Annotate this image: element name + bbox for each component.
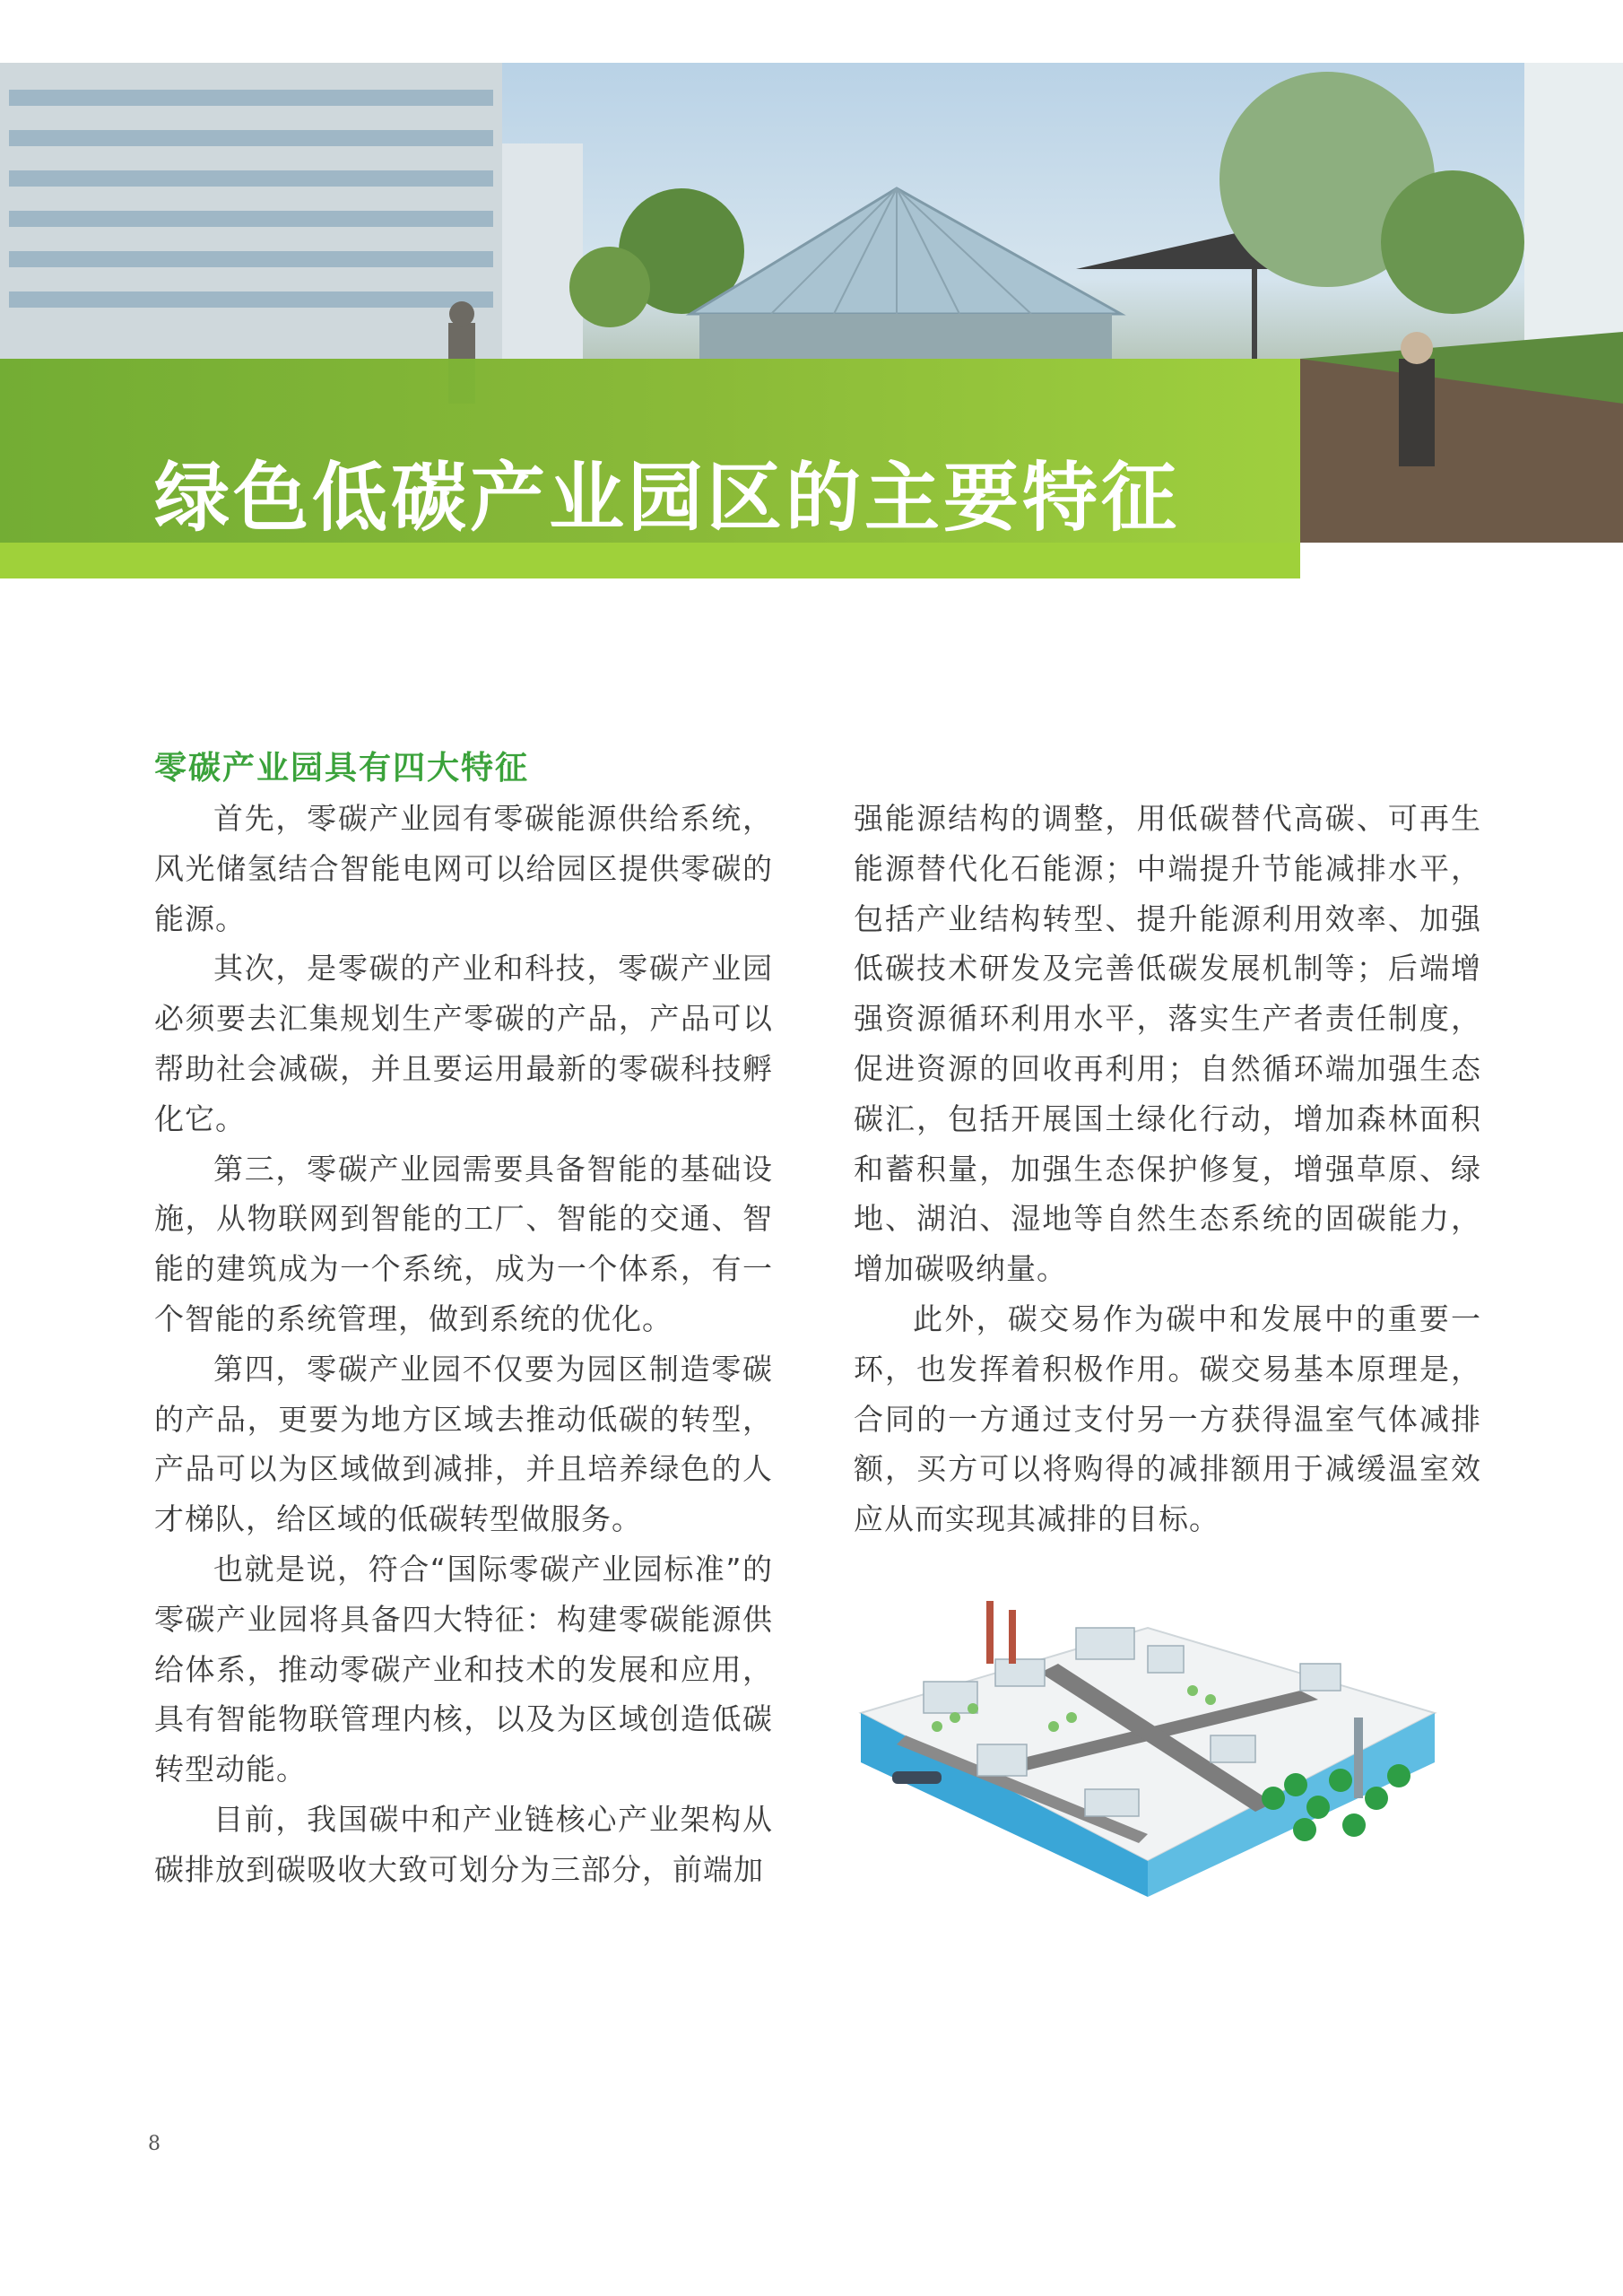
page-number: 8 [148,2133,161,2155]
section-heading: 零碳产业园具有四大特征 [154,750,530,787]
paragraph-3: 第三，零碳产业园需要具备智能的基础设施，从物联网到智能的工厂、智能的交通、智能的建筑成为一个系统，成为一个体系，有一个智能的系统管理，做到系统的优化。 [154,1151,773,1336]
title-band-accent-bar [0,543,1300,578]
paragraph-2: 其次，是零碳的产业和科技，零碳产业园必须要去汇集规划生产零碳的产品，产品可以帮助社会减碳，并且要运用最新的零碳科技孵化它。 [154,951,773,1136]
paragraph-5: 也就是说，符合“国际零碳产业园标准”的零碳产业园将具备四大特征：构建零碳能源供给体系，推动零碳产业和技术的发展和应用，具有智能物联管理内核，以及为区域创造低碳转型动能。 [154,1551,773,1787]
title-band [0,359,1300,578]
right-text-column [854,794,1481,1544]
zero-carbon-park-illustration [852,1592,1444,1915]
left-text-column [154,794,773,1895]
paragraph-4: 第四，零碳产业园不仅要为园区制造零碳的产品，更要为地方区域去推动低碳的转型，产品可以为区域做到减排，并且培养绿色的人才梯队，给区域的低碳转型做服务。 [154,1351,773,1537]
page-title: 绿色低碳产业园区的主要特征 [154,454,1181,542]
paragraph-1: 首先，零碳产业园有零碳能源供给系统，风光储氢结合智能电网可以给园区提供零碳的能源。 [154,801,773,936]
paragraph-7: 强能源结构的调整，用低碳替代高碳、可再生能源替代化石能源；中端提升节能减排水平，包括产业结构转型、提升能源利用效率、加强低碳技术研发及完善低碳发展机制等；后端增强资源循环利用水平，落实生产者责任制度，促进资源的回收再利用；自然循环端加强生态碳汇，包括开展国土绿化行动，增加森林面积和蓄积量，加强生态保护修复，增强草原、绿地、湖泊、湿地等自然生态系统的固碳能力，增加碳吸纳量。 [854,801,1481,1287]
paragraph-6: 目前，我国碳中和产业链核心产业架构从碳排放到碳吸收大致可划分为三部分，前端加 [154,1801,773,1887]
paragraph-8: 此外，碳交易作为碳中和发展中的重要一环，也发挥着积极作用。碳交易基本原理是，合同的一方通过支付另一方获得温室气体减排额，买方可以将购得的减排额用于减缓温室效应从而实现其减排的目标。 [854,1300,1481,1537]
